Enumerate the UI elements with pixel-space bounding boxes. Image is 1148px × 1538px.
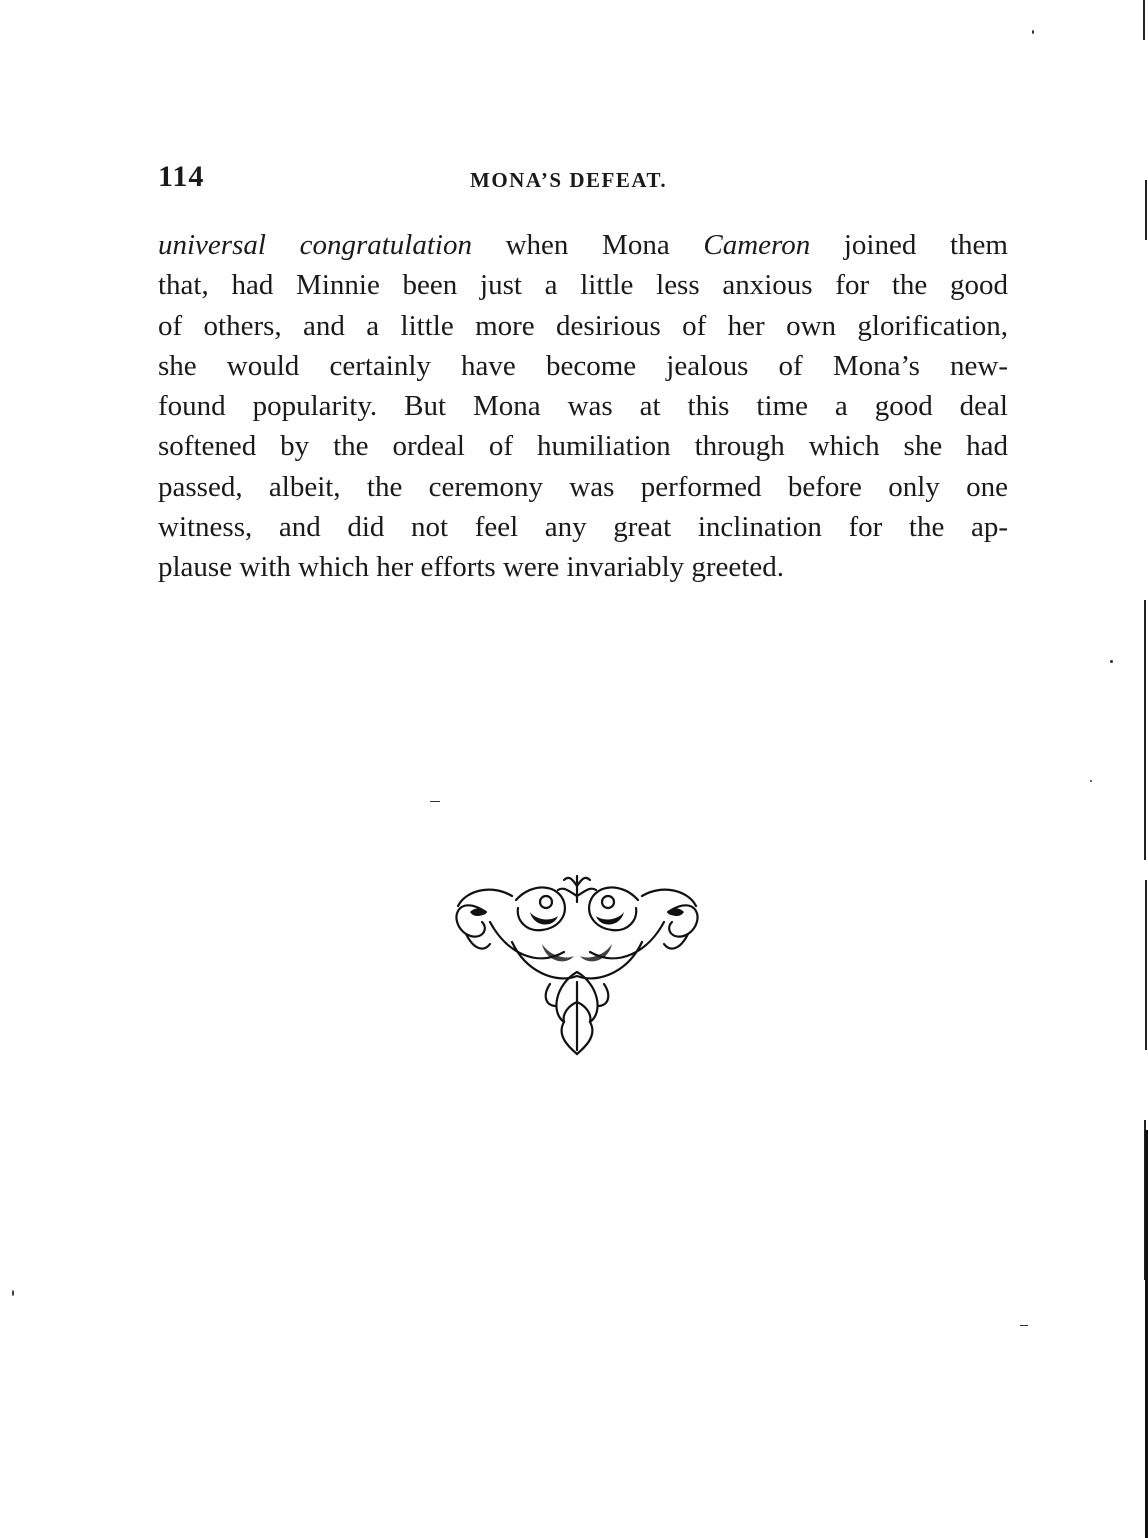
page-edge-shadow — [1128, 0, 1148, 1538]
tailpiece-ornament-icon — [446, 872, 708, 1056]
text-line: witness, and did not feel any great inclination for the ap- — [158, 511, 1008, 544]
italic-word: congratulation — [299, 229, 472, 261]
text-line: passed, albeit, the ceremony was performed before only one — [158, 470, 1008, 503]
scan-speck — [1032, 30, 1034, 34]
text-line: found popularity. But Mona was at this time a good deal — [158, 390, 1008, 423]
italic-word: Cameron — [703, 229, 811, 261]
text-line: that, had Minnie been just a little less anxious for the good — [158, 269, 1008, 302]
scan-speck — [430, 801, 440, 802]
text-line: of others, and a little more desirious of her own glorification, — [158, 309, 1008, 342]
paragraph — [158, 225, 1008, 588]
text-line: softened by the ordeal of humiliation through which she had — [158, 430, 1008, 463]
text-run: joined them — [810, 229, 1008, 261]
text-line — [158, 225, 1008, 265]
italic-word: universal — [158, 229, 300, 261]
page-number: 114 — [158, 160, 205, 193]
text-run: when Mona — [471, 229, 704, 261]
running-title: MONA’S DEFEAT. — [470, 168, 668, 192]
scan-speck — [12, 1290, 14, 1296]
scan-speck — [1110, 660, 1113, 663]
scan-speck — [1090, 780, 1092, 782]
scan-speck — [1020, 1325, 1028, 1326]
text-line: plause with which her efforts were invariably greeted. — [158, 551, 784, 584]
text-line: she would certainly have become jealous of Mona’s new- — [158, 349, 1008, 382]
